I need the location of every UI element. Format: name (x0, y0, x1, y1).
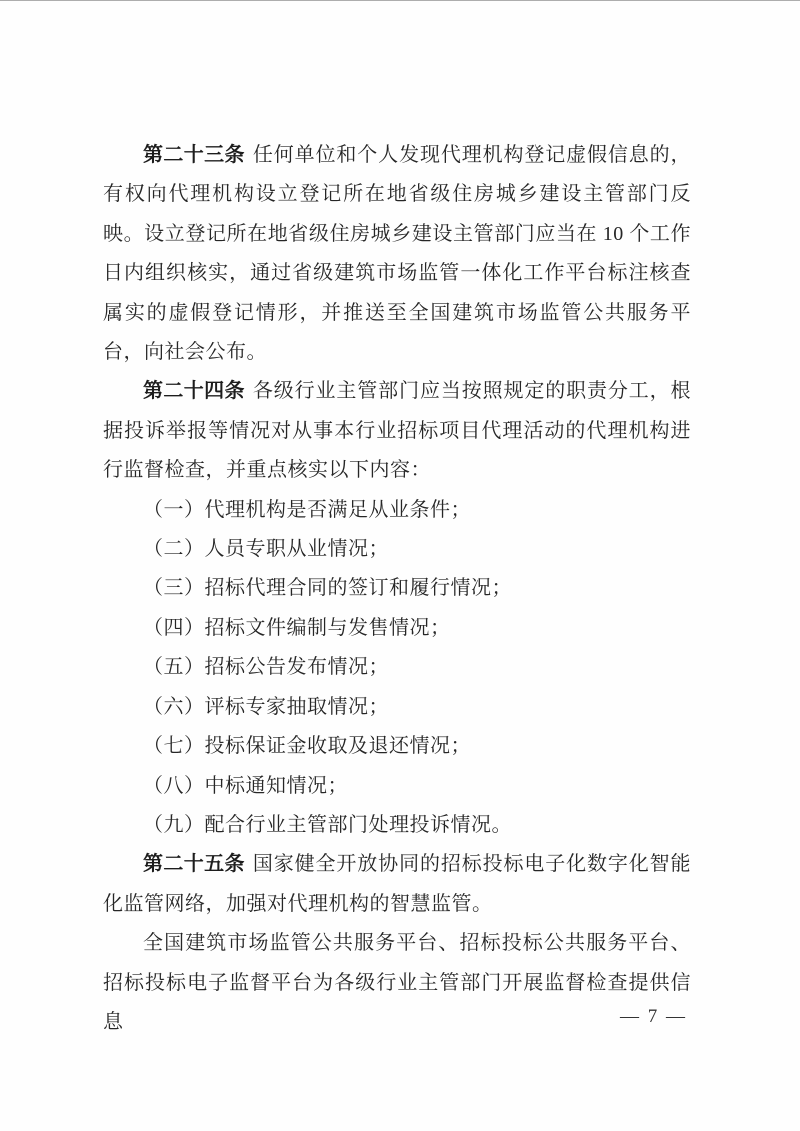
paragraph (103, 372, 691, 490)
article-text: 国家健全开放协同的招标投标电子化数字化智能化监管网络，加强对代理机构的智慧监管。 (103, 853, 692, 915)
list-item: （七）投标保证金收取及退还情况； (143, 735, 471, 758)
paragraph (103, 136, 691, 372)
list-item: （六）评标专家抽取情况； (143, 695, 389, 718)
article-number: 第二十三条 (143, 144, 245, 166)
scan-edge-line (0, 0, 800, 1)
list-item: （四）招标文件编制与发售情况； (143, 616, 451, 639)
list-item: （二）人员专职从业情况； (143, 538, 389, 561)
list-item: （三）招标代理合同的签订和履行情况； (143, 577, 512, 600)
list-item: （九）配合行业主管部门处理投诉情况。 (143, 813, 512, 836)
page-number: — 7 — (620, 1006, 687, 1027)
paragraph: 全国建筑市场监管公共服务平台、招标投标公共服务平台、招标投标电子监督平台为各级行业主管部门开展监督检查提供信息 (103, 932, 691, 1033)
list-item: （五）招标公告发布情况； (143, 656, 389, 679)
paragraph (103, 845, 691, 924)
article-text: 各级行业主管部门应当按照规定的职责分工，根据投诉举报等情况对从事本行业招标项目代理活动的代理机构进行监督检查，并重点核实以下内容： (103, 380, 692, 482)
list-item: （八）中标通知情况； (143, 774, 348, 797)
article-text: 任何单位和个人发现代理机构登记虚假信息的，有权向代理机构设立登记所在地省级住房城乡建设主管部门反映。设立登记所在地省级住房城乡建设主管部门应当在 10 个工作日内组织核实，通过省级建筑市场监管一体化工作平台标注核查属实的虚假登记情形，并推送至全国建筑市场监管公共服务平台，向社会公布。 (103, 144, 692, 364)
article-number: 第二十五条 (143, 853, 245, 876)
document-body (103, 136, 691, 1042)
list-item: （一）代理机构是否满足从业条件； (143, 498, 471, 521)
article-number: 第二十四条 (143, 380, 245, 403)
